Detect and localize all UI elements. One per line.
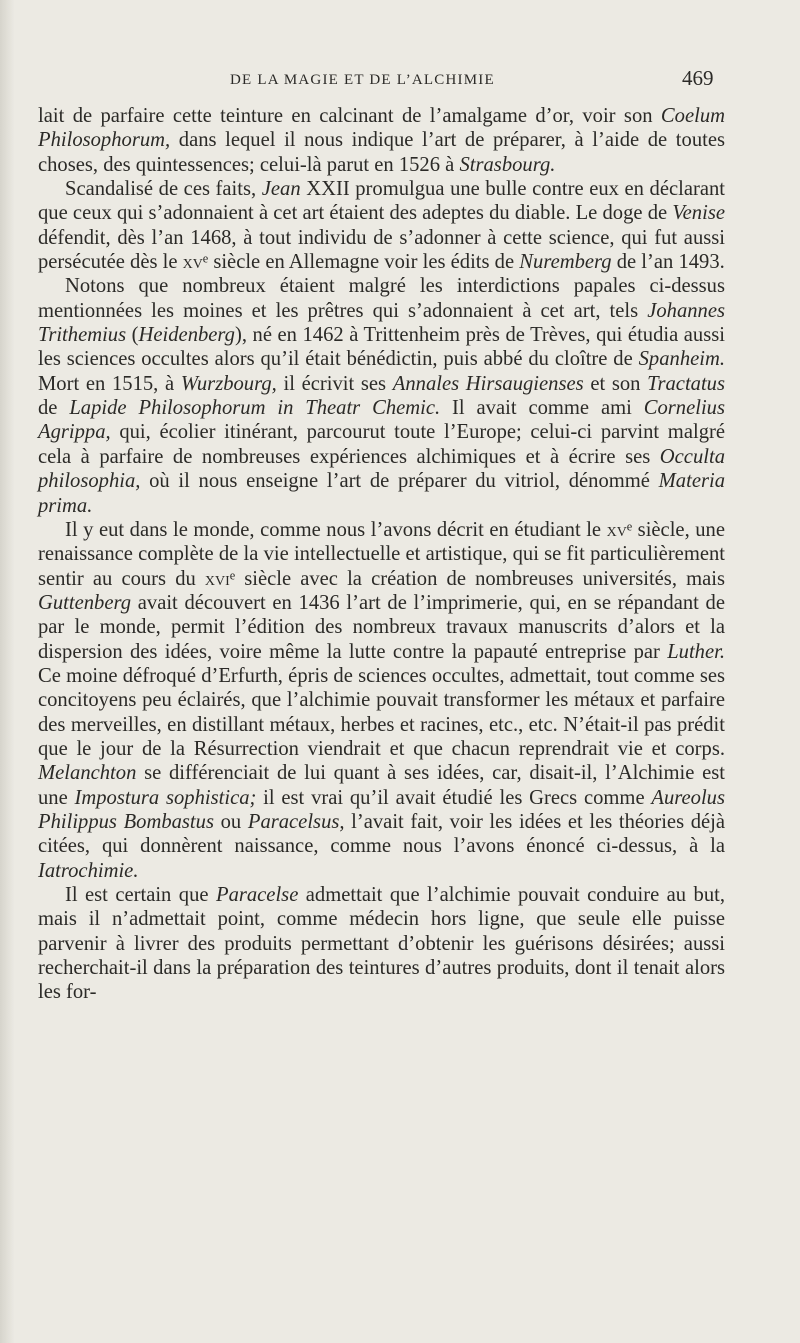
- text-run: ), né en 1462 à Trittenheim près de Trèves, qui étudia aussi les sciences occultes alors qu’il était bénédictin, puis abbé du cloître de: [38, 324, 725, 371]
- paragraph-1: [38, 104, 725, 177]
- italic-run: Occulta philosophia,: [38, 445, 725, 493]
- text-run: se différenciait de lui quant à ses idées, car, disait-il, l’Alchimie est une: [38, 762, 725, 809]
- text-run: XXII promulgua une bulle contre eux en déclarant que ceux qui s’adonnaient à cet art étaient des adeptes du diable. Le doge de: [38, 178, 725, 225]
- text-run: Il y eut dans le monde, comme nous l’avons décrit en étudiant le: [65, 518, 607, 541]
- text-run: ᵉ siècle en Allemagne voir les édits de: [202, 251, 520, 274]
- italic-run: Lapide Philosophorum in Theatr Chemic.: [69, 397, 441, 420]
- running-head: [0, 62, 800, 92]
- italic-run: Coelum Philosophorum,: [38, 105, 725, 152]
- italic-run: Luther.: [667, 640, 725, 663]
- italic-run: Iatrochimie.: [38, 859, 139, 882]
- text-run: (: [126, 324, 139, 347]
- italic-run: Materia prima.: [38, 470, 725, 517]
- text-run: ᵉ siècle avec la création de nombreuses universités, mais: [229, 567, 725, 590]
- italic-run: Guttenberg: [38, 591, 132, 614]
- paragraph-4: [38, 518, 725, 883]
- small-caps-run: xv: [606, 518, 627, 541]
- italic-run: Aureolus Philippus Bombastus: [38, 786, 725, 833]
- paragraph-3: [38, 274, 725, 517]
- italic-run: Tractatus: [647, 372, 725, 395]
- small-caps-run: xvi: [204, 567, 230, 590]
- italic-run: Heidenberg: [138, 324, 235, 347]
- text-run: il écrivit ses: [276, 372, 393, 395]
- small-caps-run: xv: [182, 251, 203, 274]
- italic-run: Impostura sophistica;: [74, 786, 257, 809]
- text-run: lait de parfaire cette teinture en calcinant de l’amalgame d’or, voir son: [38, 105, 661, 127]
- text-run: l’avait fait, voir les idées et les théories déjà citées, qui donnèrent naissance, comme nous l’avons énoncé ci-dessus, à la: [38, 810, 726, 858]
- text-run: qui, écolier itinérant, parcourut toute l’Europe; celui-ci parvint malgré cela à parfaire de nombreuses expériences alchimiques et à écrire ses: [38, 421, 725, 468]
- paragraph-2: [38, 177, 725, 274]
- text-run: dans lequel il nous indique l’art de préparer, à l’aide de toutes choses, des quintessences; celui-là parut en 1526 à: [38, 129, 725, 176]
- running-title: DE LA MAGIE ET DE L’ALCHIMIE: [230, 72, 495, 88]
- text-run: ou: [213, 810, 248, 833]
- text-run: ᵉ siècle, une renaissance complète de la vie intellectuelle et artistique, qui se fit particulièrement sentir au cours du: [38, 518, 725, 590]
- text-run: Mort en 1515, à: [38, 372, 181, 395]
- italic-run: Nuremberg: [519, 251, 612, 274]
- italic-run: Paracelse: [215, 884, 299, 906]
- paragraph-5: [38, 883, 725, 1005]
- text-run: et son: [583, 372, 648, 395]
- italic-run: Paracelsus,: [247, 810, 345, 833]
- text-run: Scandalisé de ces faits,: [65, 178, 262, 201]
- text-run: admettait que l’alchimie pouvait conduire au but, mais il n’admettait point, comme médecin hors ligne, que seule elle puisse parvenir à livrer des produits permettant d’obtenir les guérisons désirées; aussi recherchait-il dans la préparation des teintures d’autres produits, dont il tenait alors les for-: [38, 884, 725, 1004]
- text-run: de: [38, 397, 70, 420]
- italic-run: Venise: [672, 202, 725, 225]
- page-number: 469: [682, 66, 714, 90]
- body-text: [38, 104, 725, 1005]
- text-run: Il est certain que: [65, 884, 216, 906]
- text-run: défendit, dès l’an 1468, à tout individu de s’adonner à cette science, qui fut aussi persécutée dès le: [38, 226, 725, 274]
- text-run: où il nous enseigne l’art de préparer du vitriol, dénommé: [140, 470, 659, 493]
- italic-run: Jean: [261, 178, 301, 201]
- italic-run: Spanheim.: [638, 348, 725, 371]
- italic-run: Melanchton: [38, 762, 137, 785]
- text-run: il est vrai qu’il avait étudié les Grecs comme: [256, 786, 652, 809]
- italic-run: Johannes Trithemius: [38, 299, 725, 347]
- italic-run: Strasbourg.: [459, 153, 556, 176]
- text-run: Notons que nombreux étaient malgré les interdictions papales ci-dessus mentionnées les moines et les prêtres qui s’adonnaient à cet art, tels: [38, 275, 725, 322]
- text-run: Il avait comme ami: [440, 397, 644, 420]
- page-edge-shadow: [0, 0, 14, 1343]
- text-run: Ce moine défroqué d’Erfurth, épris de sciences occultes, admettait, tout comme ses concitoyens peu éclairés, que l’alchimie pouvait transformer les métaux et parfaire des merveilles, en distillant métaux, herbes et racines, etc., etc. N’était-il pas prédit que le jour de la Résurrection viendrait et que chacun reprendrait vie et corps.: [38, 664, 725, 760]
- italic-run: Wurzbourg,: [180, 372, 277, 395]
- italic-run: Annales Hirsaugienses: [392, 372, 584, 395]
- text-run: de l’an 1493.: [611, 251, 725, 274]
- italic-run: Cornelius Agrippa,: [38, 397, 725, 444]
- text-run: avait découvert en 1436 l’art de l’imprimerie, qui, en se répandant de par le monde, permit l’édition des nombreux travaux manuscrits d’alors et la dispersion des idées, voire même la lutte contre la papauté entreprise par: [38, 591, 725, 663]
